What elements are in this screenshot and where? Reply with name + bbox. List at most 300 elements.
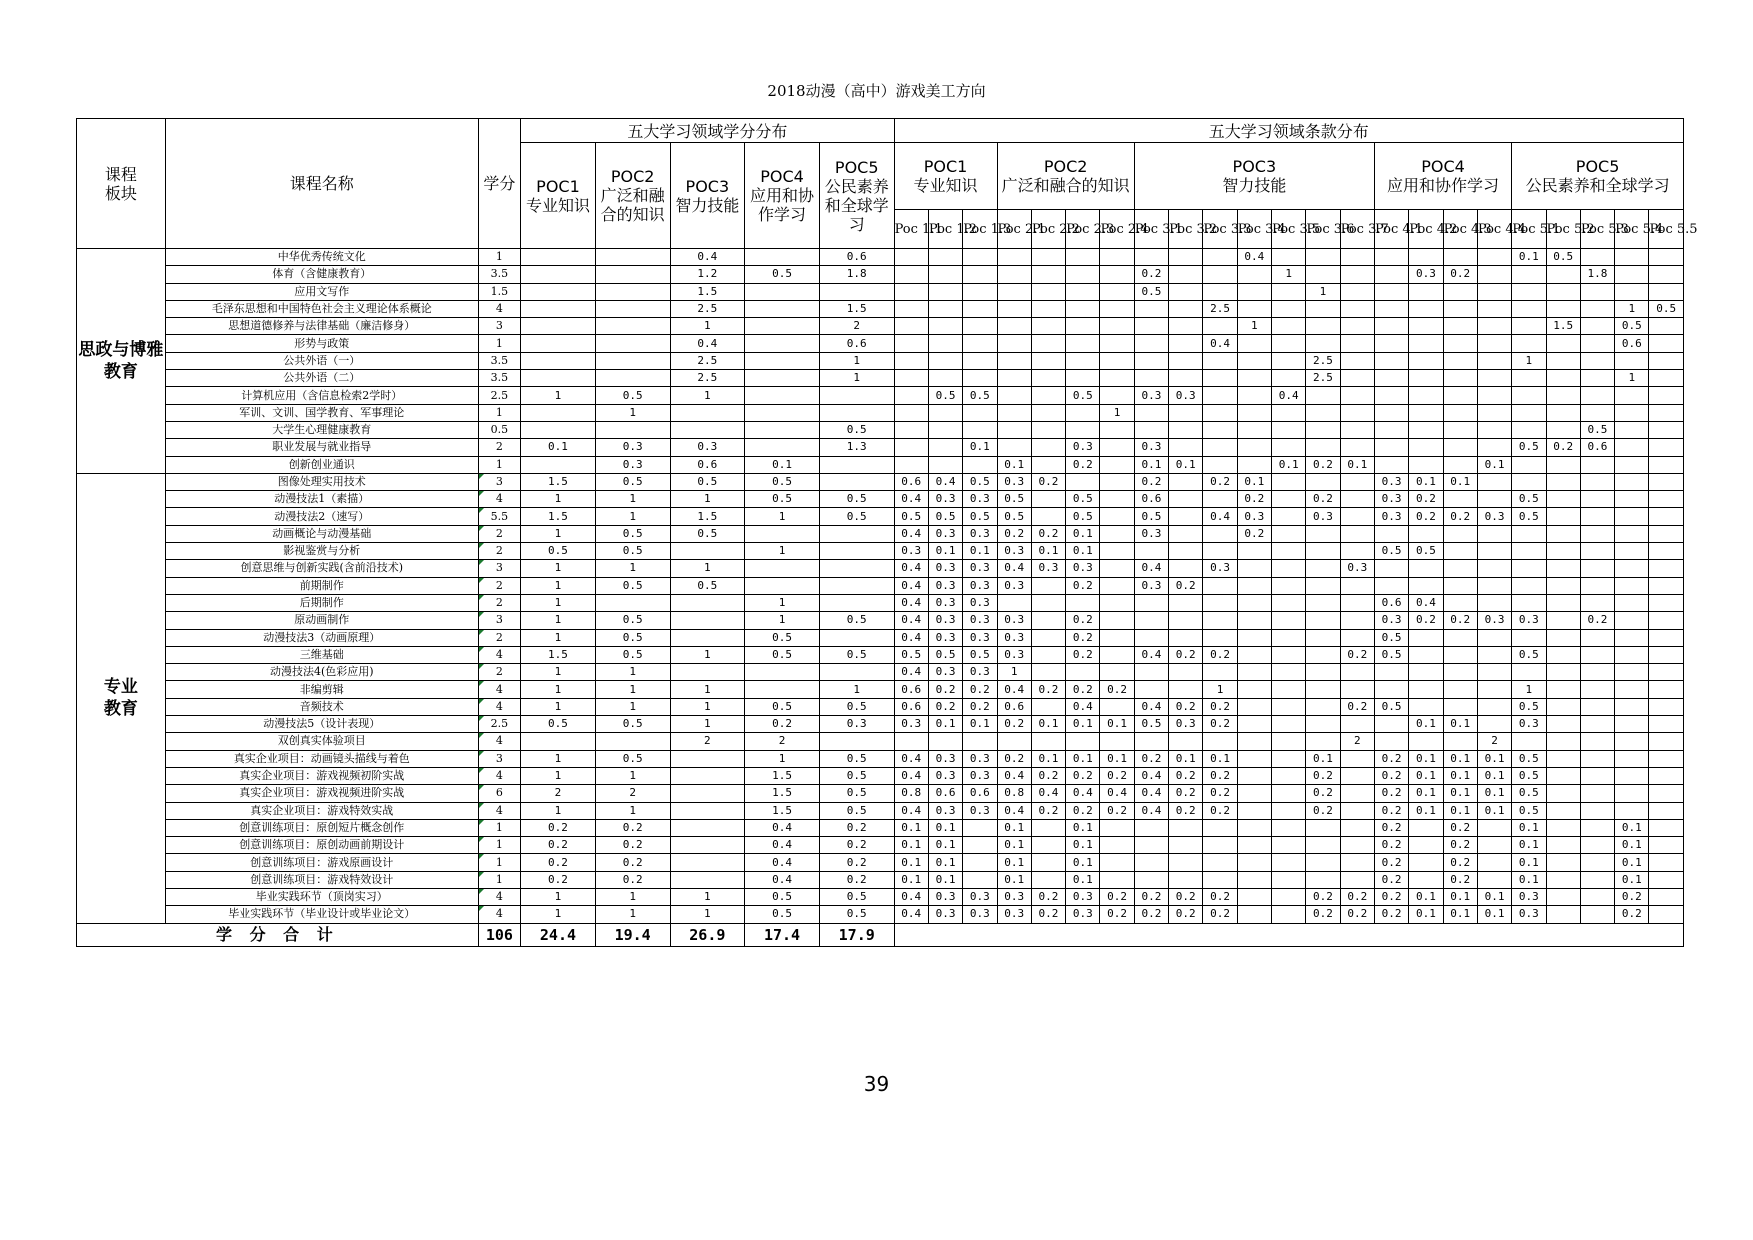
credit-dist-cell: 0.5 — [819, 698, 894, 715]
poc-cell — [1203, 612, 1237, 629]
poc-cell: 0.1 — [1100, 750, 1134, 767]
poc-cell — [1203, 404, 1237, 421]
poc-cell: 0.4 — [1134, 646, 1168, 663]
poc-cell: 0.6 — [894, 473, 928, 490]
poc-cell — [1272, 664, 1306, 681]
credit-dist-cell: 0.2 — [521, 819, 596, 836]
poc-cell — [1237, 387, 1271, 404]
poc-cell: 0.4 — [1237, 249, 1271, 266]
credit-dist-cell — [745, 439, 820, 456]
poc-cell — [1134, 404, 1168, 421]
course-credit: 2.5 — [478, 387, 520, 404]
course-credit: 1 — [478, 854, 520, 871]
credit-dist-cell: 0.5 — [745, 629, 820, 646]
poc-cell: 0.4 — [1134, 802, 1168, 819]
poc-cell: 0.5 — [894, 646, 928, 663]
poc-cell — [1237, 888, 1271, 905]
poc-cell — [1443, 698, 1477, 715]
header-credit-distribution: 五大学习领域学分分布 — [521, 119, 894, 143]
poc-cell — [1649, 785, 1684, 802]
poc-cell: 0.3 — [963, 906, 997, 923]
credit-dist-cell: 1.5 — [521, 646, 596, 663]
poc-cell — [1580, 473, 1614, 490]
poc-cell — [963, 318, 997, 335]
poc-cell: 0.1 — [894, 819, 928, 836]
poc-cell — [1512, 456, 1546, 473]
poc-cell — [997, 318, 1031, 335]
poc-cell: 0.6 — [894, 681, 928, 698]
poc-cell — [1100, 525, 1134, 542]
poc-cell — [1272, 854, 1306, 871]
poc-cell: 0.2 — [1443, 612, 1477, 629]
poc-cell: 0.3 — [1512, 716, 1546, 733]
poc-cell — [1443, 491, 1477, 508]
poc-cell: 0.2 — [1443, 819, 1477, 836]
poc-cell — [1477, 266, 1511, 283]
poc-cell — [963, 283, 997, 300]
poc-cell: 0.2 — [1306, 802, 1340, 819]
credit-dist-cell: 0.5 — [670, 525, 745, 542]
credit-dist-cell: 0.5 — [745, 888, 820, 905]
poc-cell — [1134, 370, 1168, 387]
poc-cell — [1203, 594, 1237, 611]
poc-cell: 0.3 — [997, 473, 1031, 490]
poc-cell — [1477, 300, 1511, 317]
poc-cell — [1203, 387, 1237, 404]
poc-cell — [1169, 352, 1203, 369]
poc-cell: 0.1 — [1066, 750, 1100, 767]
poc-cell — [1100, 266, 1134, 283]
poc-cell — [1649, 716, 1684, 733]
poc-cell — [894, 300, 928, 317]
poc-cell: 0.1 — [1443, 888, 1477, 905]
poc-cell — [1580, 249, 1614, 266]
credit-dist-cell: 0.5 — [595, 473, 670, 490]
poc-cell — [1477, 491, 1511, 508]
poc-cell — [1512, 266, 1546, 283]
poc-cell — [1031, 491, 1065, 508]
poc-cell: 0.2 — [1374, 854, 1408, 871]
poc-cell — [1409, 525, 1443, 542]
course-name: 毕业实践环节（顶岗实习） — [165, 888, 478, 905]
poc-cell — [1203, 629, 1237, 646]
header-sub-poc: Poc 5.3 — [1580, 210, 1614, 249]
poc-cell — [1066, 594, 1100, 611]
total-dist-cell: 17.4 — [745, 923, 820, 946]
poc-cell — [997, 266, 1031, 283]
poc-cell — [1477, 646, 1511, 663]
poc-cell: 0.3 — [928, 767, 962, 784]
poc-cell — [1649, 664, 1684, 681]
poc-cell: 0.3 — [928, 802, 962, 819]
poc-cell: 0.3 — [928, 491, 962, 508]
poc-cell: 0.1 — [1477, 767, 1511, 784]
poc-cell — [1100, 508, 1134, 525]
poc-cell — [1580, 508, 1614, 525]
credit-dist-cell — [670, 404, 745, 421]
course-name: 三维基础 — [165, 646, 478, 663]
credit-dist-cell: 0.5 — [595, 750, 670, 767]
poc-cell — [1134, 837, 1168, 854]
credit-dist-cell — [595, 266, 670, 283]
total-dist-cell: 24.4 — [521, 923, 596, 946]
credit-dist-cell — [595, 352, 670, 369]
poc-cell — [1546, 543, 1580, 560]
poc-cell — [1100, 318, 1134, 335]
credit-dist-cell: 1.2 — [670, 266, 745, 283]
poc-cell — [1443, 456, 1477, 473]
poc-cell — [1512, 560, 1546, 577]
poc-cell — [1306, 543, 1340, 560]
credit-dist-cell: 0.2 — [819, 819, 894, 836]
poc-cell — [1443, 439, 1477, 456]
poc-cell — [1649, 387, 1684, 404]
credit-dist-cell: 0.2 — [595, 819, 670, 836]
page-title: 2018动漫（高中）游戏美工方向 — [767, 82, 986, 100]
poc-cell: 0.2 — [1443, 854, 1477, 871]
credit-dist-cell: 1.5 — [745, 767, 820, 784]
credit-dist-cell — [670, 629, 745, 646]
course-row — [77, 871, 1684, 888]
poc-cell: 0.5 — [1374, 646, 1408, 663]
poc-cell — [1649, 750, 1684, 767]
poc-cell: 0.3 — [963, 577, 997, 594]
poc-cell — [1169, 370, 1203, 387]
course-name: 真实企业项目：动画镜头描线与着色 — [165, 750, 478, 767]
poc-cell — [894, 733, 928, 750]
poc-cell: 1 — [1615, 300, 1649, 317]
course-row — [77, 560, 1684, 577]
poc-cell — [1169, 560, 1203, 577]
poc-cell — [1203, 249, 1237, 266]
poc-cell — [1237, 767, 1271, 784]
credit-dist-cell: 0.5 — [745, 491, 820, 508]
total-dist-cell: 26.9 — [670, 923, 745, 946]
poc-cell: 0.4 — [894, 664, 928, 681]
poc-cell — [1580, 664, 1614, 681]
poc-cell: 0.5 — [1374, 543, 1408, 560]
poc-cell — [1340, 387, 1374, 404]
poc-cell: 0.5 — [1512, 785, 1546, 802]
header-sub-poc: Poc 3.7 — [1340, 210, 1374, 249]
poc-cell — [1340, 352, 1374, 369]
poc-cell: 0.3 — [997, 612, 1031, 629]
poc-cell — [1546, 888, 1580, 905]
total-dist-cell: 17.9 — [819, 923, 894, 946]
poc-cell — [1169, 283, 1203, 300]
header-sub-poc: Poc 4.3 — [1443, 210, 1477, 249]
credit-dist-cell: 1 — [595, 698, 670, 715]
poc-cell — [1237, 543, 1271, 560]
poc-cell — [894, 370, 928, 387]
poc-cell — [1580, 629, 1614, 646]
poc-cell: 0.3 — [997, 906, 1031, 923]
poc-cell: 0.2 — [1169, 577, 1203, 594]
poc-cell: 0.2 — [1203, 698, 1237, 715]
poc-cell — [1546, 266, 1580, 283]
course-name: 创意思维与创新实践(含前沿技术) — [165, 560, 478, 577]
poc-cell — [1237, 664, 1271, 681]
poc-cell — [1272, 352, 1306, 369]
poc-cell — [1031, 577, 1065, 594]
course-name: 毛泽东思想和中国特色社会主义理论体系概论 — [165, 300, 478, 317]
credit-dist-cell — [670, 837, 745, 854]
credit-dist-cell: 0.5 — [521, 543, 596, 560]
poc-cell — [1306, 439, 1340, 456]
poc-cell — [1580, 819, 1614, 836]
course-row — [77, 473, 1684, 490]
poc-cell — [1306, 612, 1340, 629]
credit-dist-cell — [521, 283, 596, 300]
poc-cell — [1374, 335, 1408, 352]
poc-cell — [963, 266, 997, 283]
poc-cell — [1100, 560, 1134, 577]
poc-cell — [1169, 837, 1203, 854]
header-sub-poc: Poc 1.3 — [963, 210, 997, 249]
poc-cell — [1580, 456, 1614, 473]
poc-cell — [894, 439, 928, 456]
poc-cell — [1100, 837, 1134, 854]
credit-dist-cell: 1 — [745, 750, 820, 767]
poc-cell — [1237, 802, 1271, 819]
poc-cell: 0.2 — [1134, 750, 1168, 767]
poc-cell: 0.2 — [1134, 266, 1168, 283]
poc-cell — [1272, 370, 1306, 387]
poc-cell — [1477, 854, 1511, 871]
poc-cell: 1 — [1512, 352, 1546, 369]
course-row — [77, 819, 1684, 836]
poc-cell: 0.2 — [1374, 871, 1408, 888]
credit-dist-cell: 2.5 — [670, 300, 745, 317]
credit-dist-cell: 1.5 — [745, 785, 820, 802]
credit-dist-cell: 0.2 — [819, 837, 894, 854]
poc-cell — [1512, 473, 1546, 490]
poc-cell: 0.3 — [997, 577, 1031, 594]
poc-cell — [1374, 577, 1408, 594]
credit-dist-cell: 0.3 — [595, 439, 670, 456]
poc-cell: 0.1 — [1443, 906, 1477, 923]
poc-cell — [1409, 421, 1443, 438]
poc-cell: 1 — [1615, 370, 1649, 387]
poc-cell — [1066, 318, 1100, 335]
poc-cell: 0.2 — [1100, 888, 1134, 905]
poc-cell: 0.1 — [1169, 456, 1203, 473]
poc-cell — [1512, 543, 1546, 560]
credit-dist-cell: 1 — [745, 508, 820, 525]
credit-dist-cell — [670, 819, 745, 836]
poc-cell — [997, 404, 1031, 421]
poc-cell: 1.8 — [1580, 266, 1614, 283]
credit-dist-cell — [521, 249, 596, 266]
poc-cell — [1615, 716, 1649, 733]
poc-cell — [1306, 335, 1340, 352]
credit-dist-cell: 1 — [521, 612, 596, 629]
credit-dist-cell: 1 — [595, 508, 670, 525]
poc-cell: 0.1 — [1615, 837, 1649, 854]
poc-cell: 0.2 — [1203, 802, 1237, 819]
poc-cell: 0.1 — [928, 837, 962, 854]
credit-dist-cell — [745, 352, 820, 369]
poc-cell — [1306, 387, 1340, 404]
poc-cell: 0.3 — [928, 664, 962, 681]
poc-cell — [1272, 508, 1306, 525]
poc-cell: 0.1 — [1512, 871, 1546, 888]
poc-cell — [1580, 716, 1614, 733]
credit-dist-cell: 2 — [670, 733, 745, 750]
poc-cell: 0.3 — [928, 594, 962, 611]
course-row — [77, 629, 1684, 646]
header-course-name: 课程名称 — [165, 119, 478, 249]
poc-cell — [997, 249, 1031, 266]
poc-cell — [1031, 594, 1065, 611]
course-row — [77, 318, 1684, 335]
credit-dist-cell: 0.4 — [745, 871, 820, 888]
header-sub-poc: Poc 2.1 — [997, 210, 1031, 249]
credit-dist-cell — [819, 664, 894, 681]
poc-cell — [1512, 421, 1546, 438]
course-row — [77, 283, 1684, 300]
course-credit: 3.5 — [478, 352, 520, 369]
poc-cell: 0.3 — [963, 629, 997, 646]
course-row — [77, 888, 1684, 905]
poc-cell — [1546, 906, 1580, 923]
poc-cell: 0.2 — [1443, 508, 1477, 525]
poc-cell — [1100, 300, 1134, 317]
credit-dist-cell — [745, 387, 820, 404]
poc-cell — [1615, 681, 1649, 698]
course-row — [77, 577, 1684, 594]
poc-cell: 0.2 — [1169, 646, 1203, 663]
course-name: 真实企业项目：游戏视频进阶实战 — [165, 785, 478, 802]
credit-dist-cell — [819, 577, 894, 594]
course-row — [77, 664, 1684, 681]
poc-cell — [997, 300, 1031, 317]
poc-cell — [1272, 335, 1306, 352]
poc-cell: 0.2 — [1237, 491, 1271, 508]
course-name: 创新创业通识 — [165, 456, 478, 473]
course-row — [77, 491, 1684, 508]
poc-cell — [1409, 318, 1443, 335]
course-row — [77, 508, 1684, 525]
poc-cell — [1512, 370, 1546, 387]
poc-cell — [997, 594, 1031, 611]
poc-cell — [894, 249, 928, 266]
poc-cell — [1546, 819, 1580, 836]
poc-cell — [1340, 716, 1374, 733]
poc-cell — [1512, 733, 1546, 750]
credit-dist-cell: 1.3 — [819, 439, 894, 456]
poc-cell — [1169, 421, 1203, 438]
poc-cell: 0.3 — [1340, 560, 1374, 577]
poc-cell — [1340, 439, 1374, 456]
poc-cell — [1169, 404, 1203, 421]
poc-cell: 0.6 — [963, 785, 997, 802]
credit-dist-cell — [670, 785, 745, 802]
poc-cell — [1237, 594, 1271, 611]
credit-dist-cell — [819, 543, 894, 560]
poc-cell — [1580, 300, 1614, 317]
poc-cell — [1100, 871, 1134, 888]
poc-cell — [1100, 283, 1134, 300]
poc-cell — [1546, 283, 1580, 300]
credit-dist-cell: 1 — [670, 318, 745, 335]
poc-cell: 0.4 — [997, 767, 1031, 784]
poc-cell — [1169, 543, 1203, 560]
poc-cell — [1649, 335, 1684, 352]
poc-cell — [1477, 525, 1511, 542]
credit-dist-cell: 2 — [595, 785, 670, 802]
poc-cell: 0.2 — [1306, 906, 1340, 923]
poc-cell — [1272, 612, 1306, 629]
poc-cell — [1134, 681, 1168, 698]
poc-cell — [1409, 664, 1443, 681]
poc-cell: 0.2 — [963, 698, 997, 715]
poc-cell — [1031, 664, 1065, 681]
poc-cell — [1031, 871, 1065, 888]
credit-dist-cell: 1.5 — [670, 283, 745, 300]
header-sub-poc: Poc 2.3 — [1066, 210, 1100, 249]
poc-cell — [1272, 594, 1306, 611]
poc-cell — [1237, 456, 1271, 473]
poc-cell: 0.3 — [963, 750, 997, 767]
poc-cell — [1306, 854, 1340, 871]
poc-cell — [1546, 837, 1580, 854]
poc-cell — [1272, 249, 1306, 266]
poc-cell — [1477, 249, 1511, 266]
credit-dist-cell: 0.5 — [595, 646, 670, 663]
poc-cell — [894, 318, 928, 335]
poc-cell — [997, 439, 1031, 456]
poc-cell — [1237, 750, 1271, 767]
poc-cell — [1272, 716, 1306, 733]
poc-cell — [1443, 370, 1477, 387]
poc-cell — [1066, 352, 1100, 369]
credit-dist-cell — [595, 370, 670, 387]
poc-cell: 0.4 — [894, 594, 928, 611]
poc-cell — [1237, 629, 1271, 646]
poc-cell — [1443, 543, 1477, 560]
poc-cell — [1237, 819, 1271, 836]
poc-cell — [1546, 560, 1580, 577]
credit-dist-cell: 1 — [595, 664, 670, 681]
poc-cell — [1409, 560, 1443, 577]
poc-cell — [1546, 456, 1580, 473]
poc-cell: 0.1 — [1443, 716, 1477, 733]
poc-cell: 0.2 — [1340, 698, 1374, 715]
poc-cell — [1374, 283, 1408, 300]
poc-cell: 0.2 — [1546, 439, 1580, 456]
credit-dist-cell: 0.4 — [745, 819, 820, 836]
poc-cell — [1066, 664, 1100, 681]
header-sub-poc: Poc 2.2 — [1031, 210, 1065, 249]
poc-cell — [1580, 837, 1614, 854]
poc-cell — [1066, 473, 1100, 490]
header-block: 课程 板块 — [77, 119, 166, 249]
poc-cell — [1203, 283, 1237, 300]
credit-dist-cell — [670, 802, 745, 819]
course-name: 体育（含健康教育） — [165, 266, 478, 283]
poc-cell — [1272, 404, 1306, 421]
poc-cell — [1031, 629, 1065, 646]
poc-cell — [1615, 785, 1649, 802]
poc-cell — [1340, 854, 1374, 871]
poc-cell: 0.2 — [1169, 888, 1203, 905]
poc-cell — [1134, 300, 1168, 317]
credit-dist-cell: 1 — [521, 629, 596, 646]
poc-cell — [928, 352, 962, 369]
poc-cell: 0.5 — [1512, 698, 1546, 715]
credit-dist-cell: 0.3 — [819, 716, 894, 733]
